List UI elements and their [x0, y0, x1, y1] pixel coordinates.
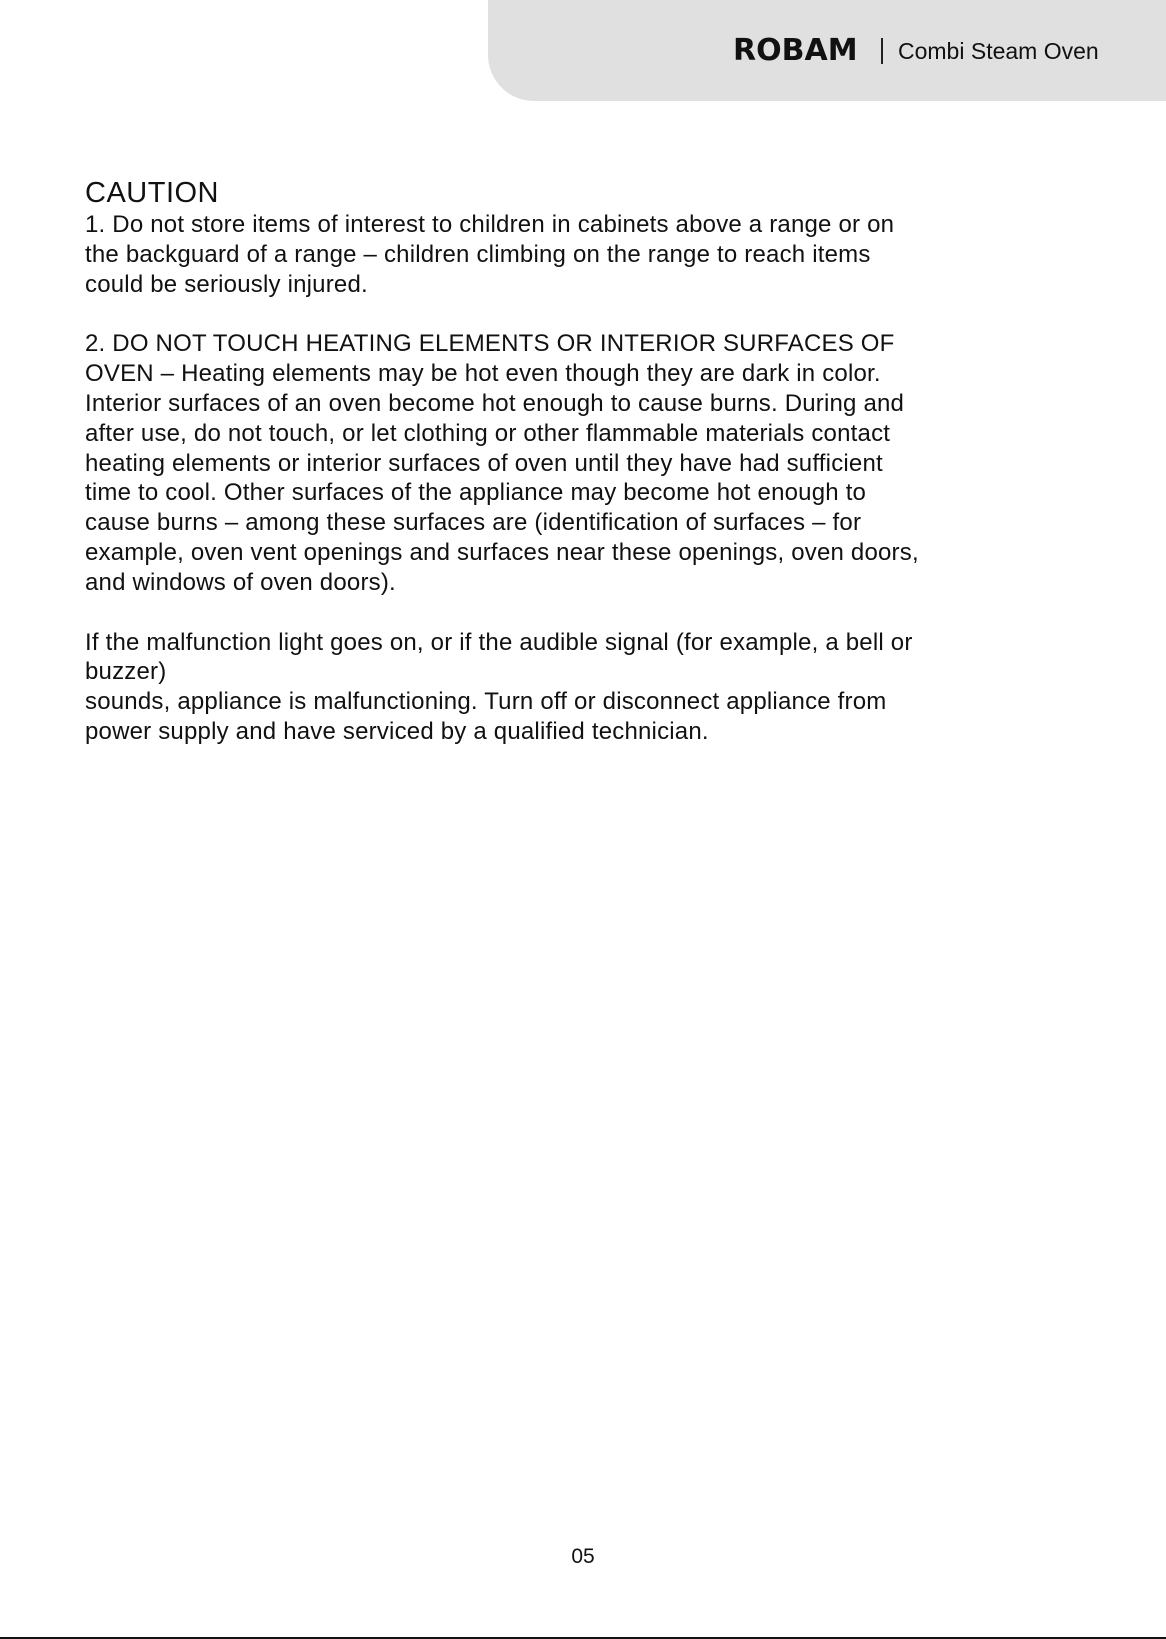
caution-section — [85, 176, 1095, 747]
page-number: 05 — [571, 1545, 595, 1568]
product-name: Combi Steam Oven — [898, 38, 1099, 64]
malfunction-paragraph: If the malfunction light goes on, or if the audible signal (for example, a bell or buzzer) sounds, appliance is malfunctioning. Turn off or disconnect appliance from power supply and have serviced by a qualified technician. — [85, 628, 913, 745]
brand-logo: ROBAM — [733, 33, 858, 68]
caution-item-2: 2. DO NOT TOUCH HEATING ELEMENTS OR INTERIOR SURFACES OF OVEN – Heating elements may be hot even though they are dark in color. Interior surfaces of an oven become hot enough to cause burns. During and after use, do not touch, or let clothing or other flammable materials contact heating elements or interior surfaces of oven until they have had sufficient time to cool. Other surfaces of the appliance may become hot enough to cause burns – among these surfaces are (identification of surfaces – for example, oven vent openings and surfaces near these openings, oven doors, and windows of oven doors). — [85, 330, 919, 596]
caution-title: CAUTION — [85, 177, 219, 209]
header-divider — [881, 38, 883, 64]
caution-item-1: 1. Do not store items of interest to children in cabinets above a range or on the backguard of a range – children climbing on the range to reach items could be seriously injured. — [85, 211, 895, 298]
